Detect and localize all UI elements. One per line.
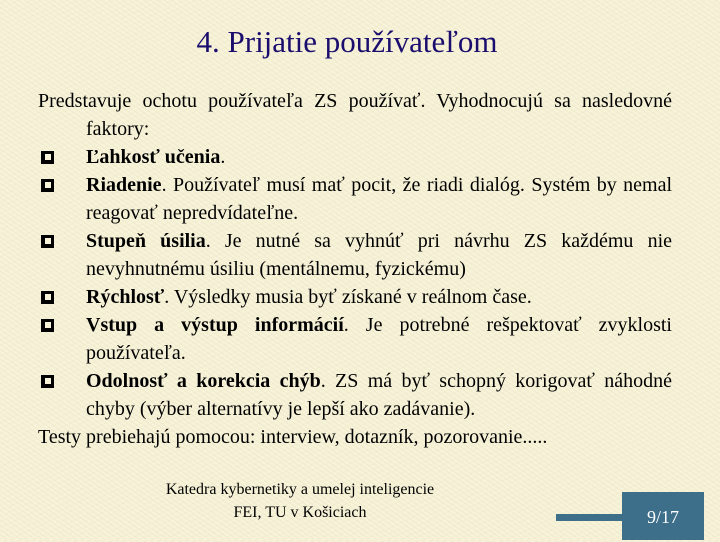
factor-text: . Používateľ musí mať pocit, že riadi dialóg. Systém by nemal reagovať nepredvídateľne. xyxy=(86,174,672,224)
footer-institution: FEI, TU v Košiciach xyxy=(233,504,367,521)
factor-text: . Výsledky musia byť získané v reálnom čase. xyxy=(164,286,532,308)
closing-paragraph: Testy prebiehajú pomocou: interview, dotazník, pozorovanie..... xyxy=(38,426,548,448)
slide-body xyxy=(38,87,672,451)
hollow-square-bullet-icon xyxy=(41,179,54,192)
factor-item-speed xyxy=(38,283,672,311)
hollow-square-bullet-icon xyxy=(41,319,54,332)
factor-item-robustness xyxy=(38,367,672,423)
factor-text: . Je nutné sa vyhnúť pri návrhu ZS každému nie nevyhnutnému úsiliu (mentálnemu, fyzickému) xyxy=(86,230,673,280)
hollow-square-bullet-icon xyxy=(41,151,54,164)
factor-term: Vstup a výstup informácií xyxy=(86,314,344,336)
factor-term: Stupeň úsilia xyxy=(86,230,206,252)
hollow-square-bullet-icon xyxy=(41,291,54,304)
factor-text: . ZS má byť schopný korigovať náhodné chyby (výber alternatívy je lepší ako zadávanie). xyxy=(86,370,672,420)
factor-item-learnability xyxy=(38,143,672,171)
hollow-square-bullet-icon xyxy=(41,235,54,248)
factor-text: . Je potrebné rešpektovať zvyklosti používateľa. xyxy=(86,314,672,364)
factor-item-effort xyxy=(38,227,672,283)
footer-department: Katedra kybernetiky a umelej inteligencie xyxy=(165,481,435,498)
hollow-square-bullet-icon xyxy=(41,375,54,388)
page-number: 9/17 xyxy=(622,492,704,540)
factor-term: Riadenie xyxy=(86,174,162,196)
slide-title: 4. Prijatie používateľom xyxy=(196,24,498,59)
factor-term: Ľahkosť učenia xyxy=(86,146,221,168)
factor-term: Rýchlosť xyxy=(86,286,165,308)
footer xyxy=(130,478,470,524)
factor-item-control xyxy=(38,171,672,227)
factor-text: . xyxy=(220,146,226,168)
factor-item-io xyxy=(38,311,672,367)
intro-paragraph: Predstavuje ochotu používateľa ZS používať. Vyhodnocujú sa nasledovné faktory: xyxy=(38,90,672,140)
factor-term: Odolnosť a korekcia chýb xyxy=(86,370,321,392)
